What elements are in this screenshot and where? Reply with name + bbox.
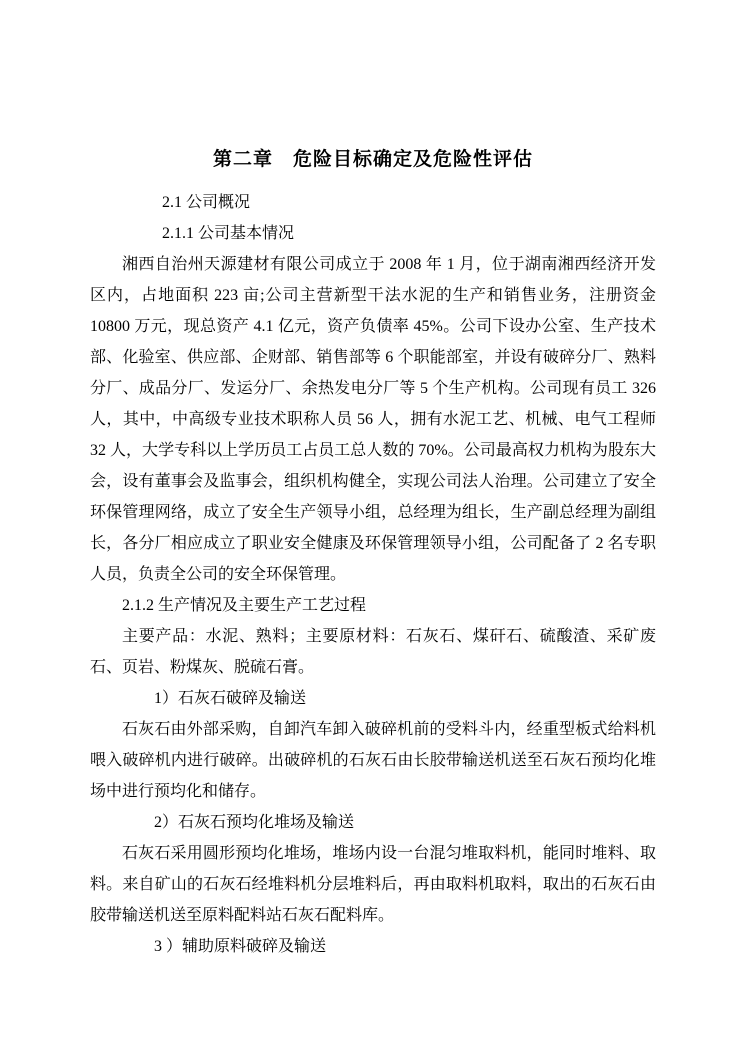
list-heading-3-auxiliary-materials: 3 ）辅助原料破碎及输送 (154, 938, 327, 955)
section-heading-2-1-2: 2.1.2 生产情况及主要生产工艺过程 (122, 597, 367, 614)
paragraph-limestone-crushing: 石灰石由外部采购，自卸汽车卸入破碎机前的受料斗内，经重型板式给料机喂入破碎机内进行破碎。出破碎机的石灰石由长胶带输送机送至石灰石预均化堆场中进行预均化和储存。 (90, 721, 656, 800)
list-heading-2-limestone-preblending: 2）石灰石预均化堆场及输送 (154, 814, 355, 831)
paragraph-products-materials: 主要产品：水泥、熟料；主要原材料：石灰石、煤矸石、硫酸渣、采矿废石、页岩、粉煤灰、脱硫石膏。 (90, 628, 656, 676)
paragraph-limestone-preblending: 石灰石采用圆形预均化堆场，堆场内设一台混匀堆取料机，能同时堆料、取料。来自矿山的石灰石经堆料机分层堆料后，再由取料机取料，取出的石灰石由胶带输送机送至原料配料站石灰石配料库。 (90, 845, 656, 924)
chapter-title: 第二章 危险目标确定及危险性评估 (212, 149, 533, 170)
section-heading-2-1-1: 2.1.1 公司基本情况 (162, 225, 295, 242)
list-heading-1-limestone-crushing: 1）石灰石破碎及输送 (154, 690, 307, 707)
paragraph-company-overview: 湘西自治州天源建材有限公司成立于 2008 年 1 月，位于湖南湘西经济开发区内，占地面积 223 亩;公司主营新型干法水泥的生产和销售业务，注册资金 10800 万元，现总资产 4.1 亿元，资产负债率 45%。公司下设办公室、生产技术部、化验室、供应部、企财部、销售部等 6 个职能部室，并设有破碎分厂、熟料分厂、成品分厂、发运分厂、余热发电分厂等 5 个生产机构。公司现有员工 326 人，其中，中高级专业技术职称人员 56 人，拥有水泥工艺、机械、电气工程师 32 人，大学专科以上学历员工占员工总人数的 70%。公司最高权力机构为股东大会，设有董事会及监事会，组织机构健全，实现公司法人治理。公司建立了安全环保管理网络，成立了安全生产领导小组，总经理为组长，生产副总经理为副组长，各分厂相应成立了职业安全健康及环保管理领导小组，公司配备了 2 名专职人员，负责全公司的安全环保管理。 (90, 256, 656, 583)
section-heading-2-1: 2.1 公司概况 (162, 194, 251, 211)
